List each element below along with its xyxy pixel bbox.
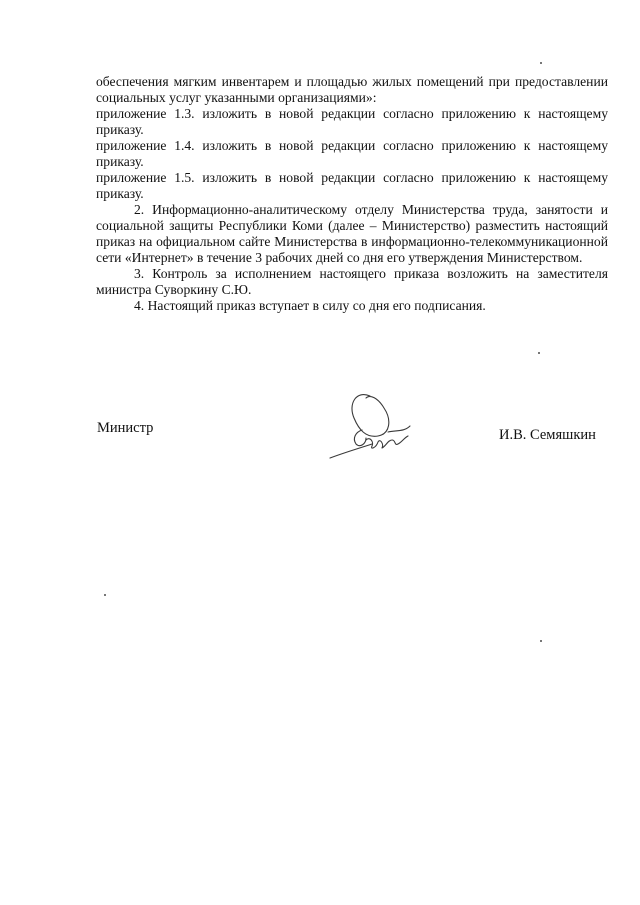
scan-speck bbox=[104, 594, 106, 596]
handwritten-signature-icon bbox=[326, 386, 418, 464]
paragraph-appendix-1-4: приложение 1.4. изложить в новой редакции согласно приложению к настоящему приказу. bbox=[96, 138, 608, 169]
paragraph-continuation: обеспечения мягким инвентарем и площадью жилых помещений при предоставлении социальных услуг указанными организациями»: bbox=[96, 74, 608, 105]
paragraph-appendix-1-5: приложение 1.5. изложить в новой редакции согласно приложению к настоящему приказу. bbox=[96, 170, 608, 201]
scan-speck bbox=[538, 352, 540, 354]
signatory-position: Министр bbox=[97, 420, 154, 436]
scan-speck bbox=[540, 62, 542, 64]
paragraph-item-4: 4. Настоящий приказ вступает в силу со дня его подписания. bbox=[134, 298, 486, 313]
document-body bbox=[96, 74, 608, 314]
scan-speck bbox=[540, 640, 542, 642]
paragraph-item-3: 3. Контроль за исполнением настоящего приказа возложить на заместителя министра Суворкину С.Ю. bbox=[96, 266, 608, 297]
paragraph-item-2: 2. Информационно-аналитическому отделу Министерства труда, занятости и социальной защиты Республики Коми (далее – Министерство) разместить настоящий приказ на официальном сайте Министерства в информационно-телекоммуникационной сети «Интернет» в течение 3 рабочих дней со дня его утверждения Министерством. bbox=[96, 202, 608, 265]
signatory-name: И.В. Семяшкин bbox=[499, 427, 596, 443]
paragraph-appendix-1-3: приложение 1.3. изложить в новой редакции согласно приложению к настоящему приказу. bbox=[96, 106, 608, 137]
